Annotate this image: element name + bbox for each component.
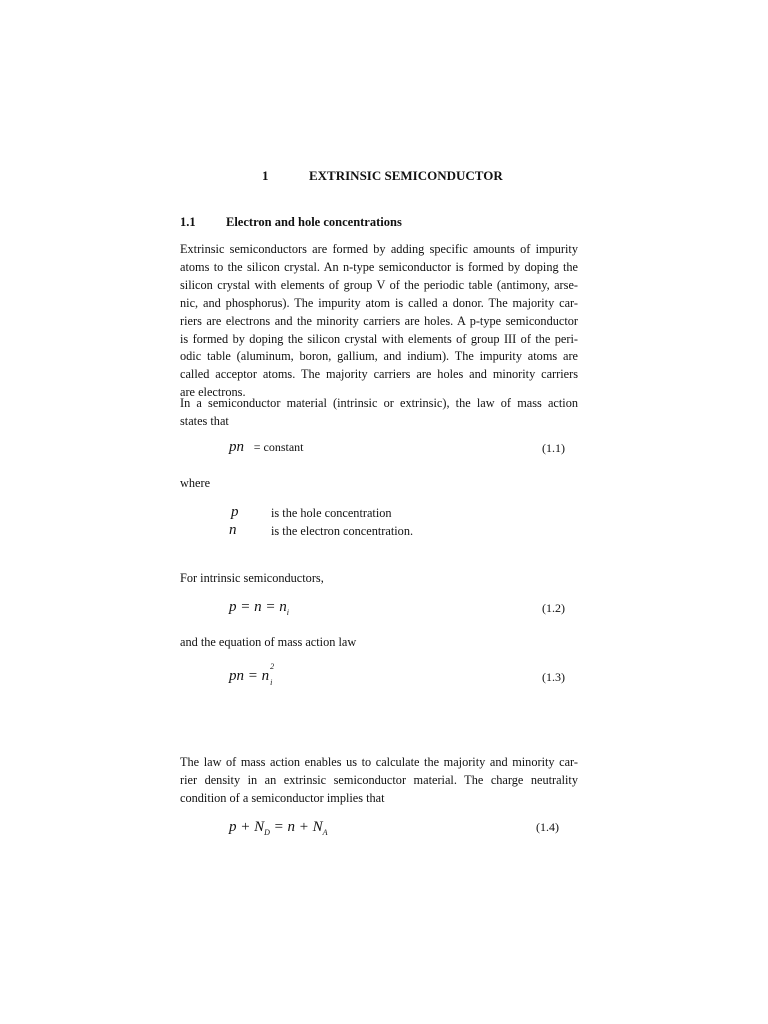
equation-subscript: A	[322, 828, 328, 837]
paragraph-line: odic table (aluminum, boron, gallium, and indium). The impurity atoms are	[180, 349, 578, 364]
paragraph-line: rier density in an extrinsic semiconductor material. The charge neutrality	[180, 772, 578, 787]
chapter-number: 1	[262, 168, 269, 183]
equation-number: (1.4)	[536, 820, 559, 834]
equation-rhs: = constant	[253, 440, 304, 454]
equation-part: = n + N	[269, 819, 323, 835]
chapter-title: EXTRINSIC SEMICONDUCTOR	[309, 168, 503, 183]
section-title: Electron and hole concentrations	[226, 215, 402, 229]
paragraph-line: is formed by doping the silicon crystal with elements of group III of the peri-	[180, 331, 578, 346]
equation-body: p = n = n	[229, 599, 287, 615]
paragraph-line: states that	[180, 413, 229, 428]
mass-action-label: and the equation of mass action law	[180, 635, 357, 649]
equation-number: (1.3)	[542, 670, 565, 684]
paragraph-mass-action	[180, 395, 578, 431]
equation-subscript: D	[264, 828, 270, 837]
definition-text: is the hole concentration	[271, 506, 392, 520]
equation-lhs: pn	[229, 439, 244, 455]
paragraph-line: In a semiconductor material (intrinsic or extrinsic), the law of mass action	[180, 396, 578, 410]
paragraph-line: riers are electrons and the minority carriers are holes. A p-type semiconductor	[180, 313, 578, 328]
paragraph-line: called acceptor atoms. The majority carriers are holes and minority carriers	[180, 367, 578, 382]
equation-part: p + N	[229, 819, 265, 835]
paragraph-line: silicon crystal with elements of group V of the periodic table (antimony, arse-	[180, 277, 578, 292]
equation-superscript: 2	[270, 662, 275, 671]
equation-1-3	[229, 662, 276, 687]
definition-symbol: n	[229, 522, 237, 538]
definition-text: is the electron concentration.	[271, 524, 414, 538]
intrinsic-label: For intrinsic semiconductors,	[180, 571, 324, 585]
equation-number: (1.2)	[542, 601, 565, 615]
paragraph-line: atoms to the silicon crystal. An n-type semiconductor is formed by doping the	[180, 259, 578, 274]
definition-symbol: p	[231, 504, 239, 520]
section-number: 1.1	[180, 215, 196, 229]
equation-subscript: i	[270, 678, 273, 687]
equation-number: (1.1)	[542, 441, 565, 455]
equation-1-4	[229, 819, 328, 837]
paragraph-charge-neutrality	[180, 754, 578, 808]
where-label: where	[180, 476, 211, 490]
equation-body: pn = n	[229, 668, 270, 684]
paragraph-line: The law of mass action enables us to calculate the majority and minority car-	[180, 755, 578, 769]
paragraph-line: nic, and phosphorus). The impurity atom is called a donor. The majority car-	[180, 295, 578, 310]
equation-1-2	[229, 599, 289, 617]
paragraph-line: condition of a semiconductor implies that	[180, 790, 385, 805]
paragraph-line: are electrons.	[180, 385, 246, 400]
paragraph-intro	[180, 241, 578, 402]
paragraph-line: Extrinsic semiconductors are formed by adding specific amounts of impurity	[180, 242, 578, 256]
equation-1-1	[229, 439, 304, 456]
equation-subscript: i	[286, 608, 289, 617]
